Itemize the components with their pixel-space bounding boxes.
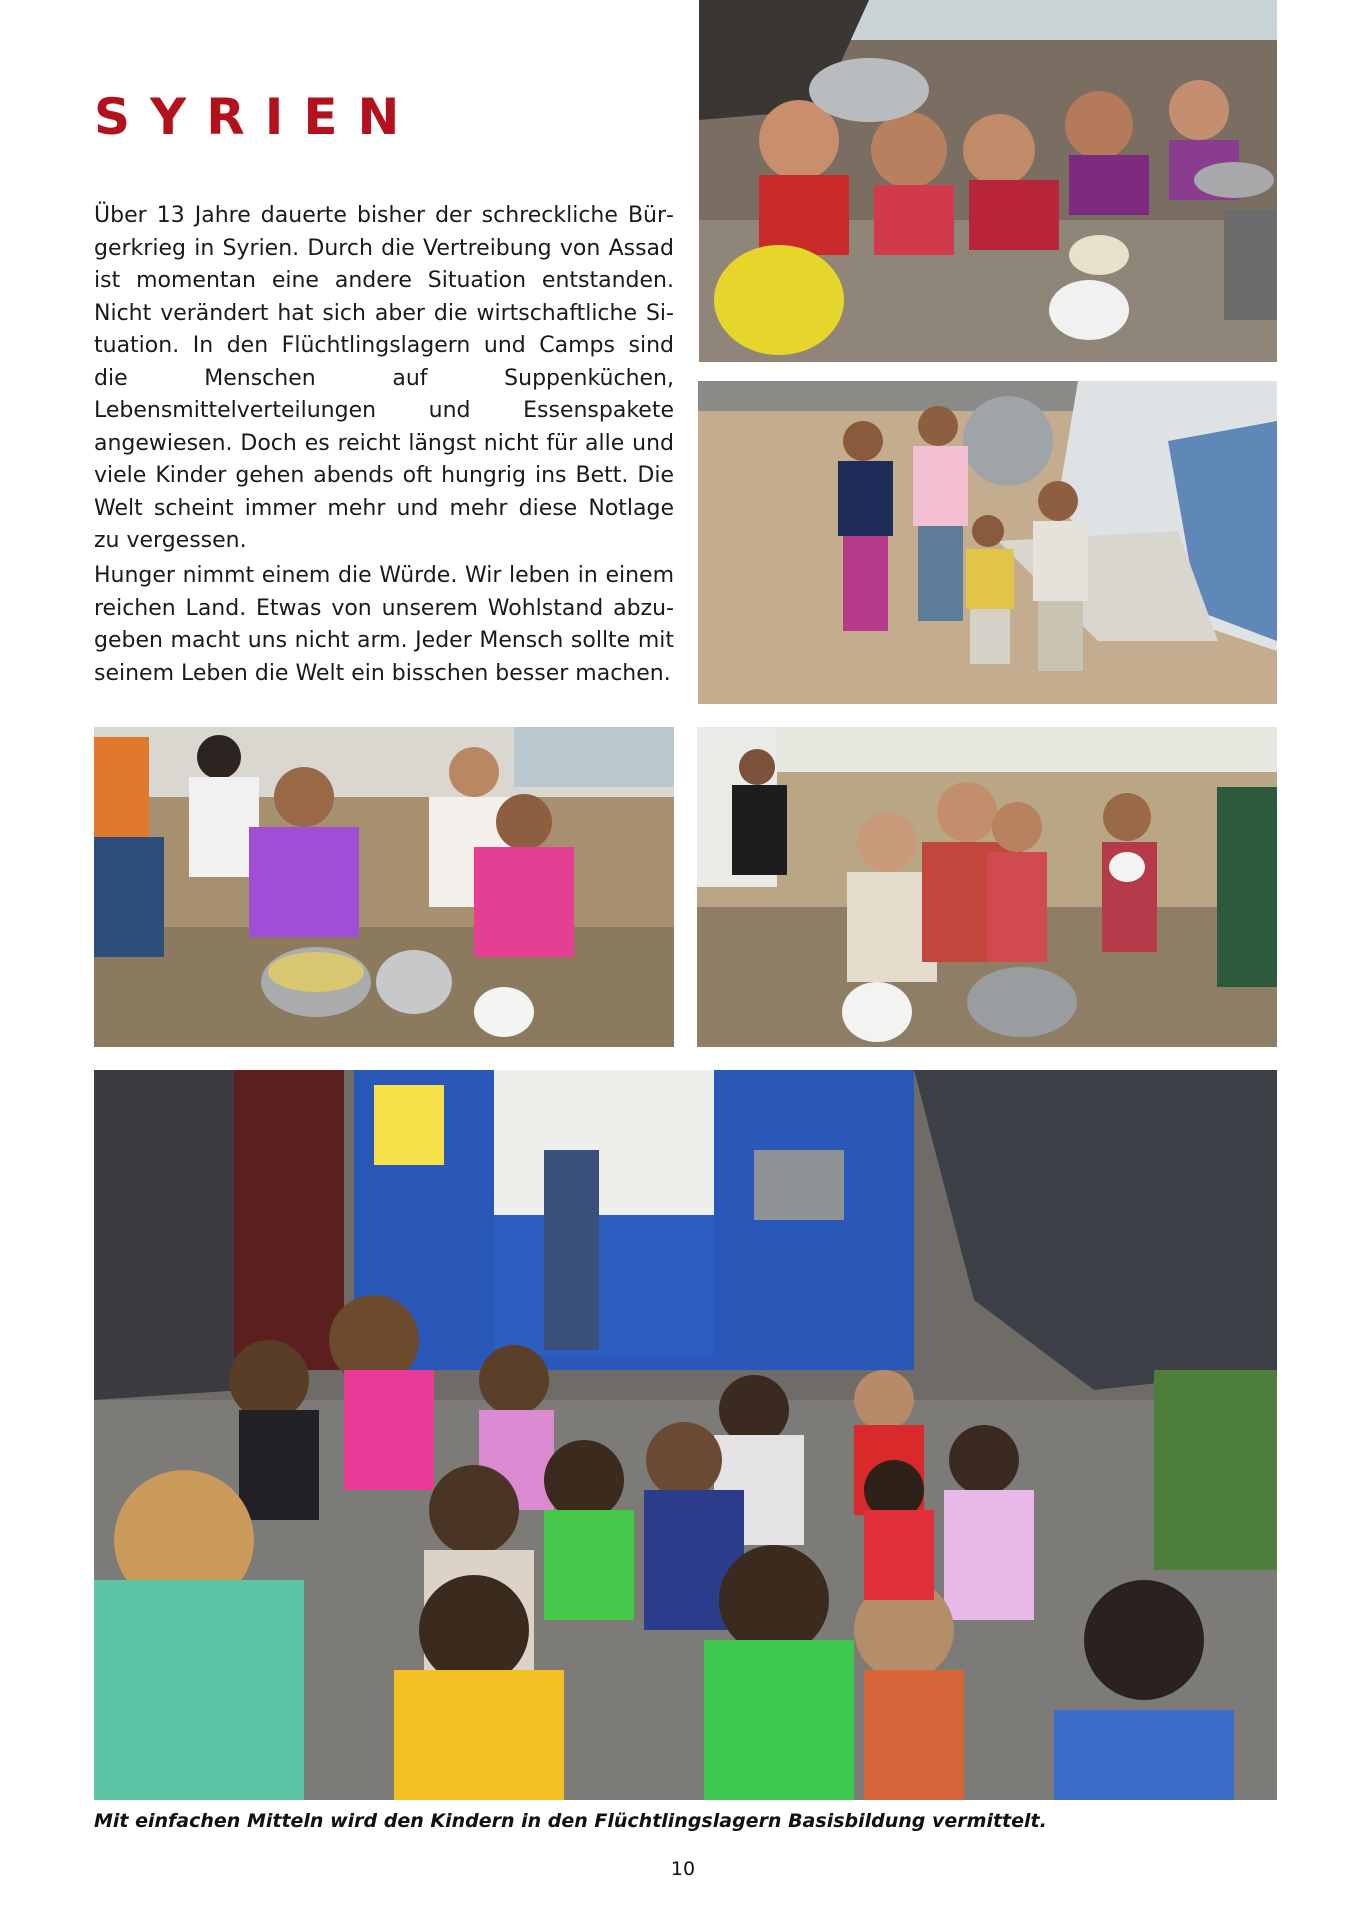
page-number: 10 [670,1858,696,1880]
photo-girls-pots [94,727,674,1047]
photo-children-camp [698,381,1277,704]
photo-smiling-children [697,727,1277,1047]
photo-tent-classroom [94,1070,1277,1800]
appeal-paragraph: Hunger nimmt einem die Würde. Wir leben in einem reichen Land. Etwas von unserem Wohlstand abzugeben macht uns nicht arm. Jeder Mensch sollte mit seinem Leben die Welt ein bisschen besser machen. [94,563,674,686]
photo-food-distribution [699,0,1277,362]
intro-paragraph: Über 13 Jahre dauerte bisher der schreckliche Bürgerkrieg in Syrien. Durch die Vertreibung von Assad ist momentan eine andere Situation entstanden. Nicht verändert hat sich aber die wirtschaftliche Situation. In den Flüchtlingslagern und Camps sind die Menschen auf Suppenküchen, Lebensmittelverteilungen und Essenspakete angewiesen. Doch es reicht längst nicht für alle und viele Kinder gehen abends oft hungrig ins Bett. Die Welt scheint immer mehr und mehr diese Notlage zu vergessen. [94,203,674,553]
photo-caption: Mit einfachen Mitteln wird den Kindern in den Flüchtlingslagern Basisbildung vermittelt. [94,1810,1047,1832]
page-title: SYRIEN [94,88,420,146]
